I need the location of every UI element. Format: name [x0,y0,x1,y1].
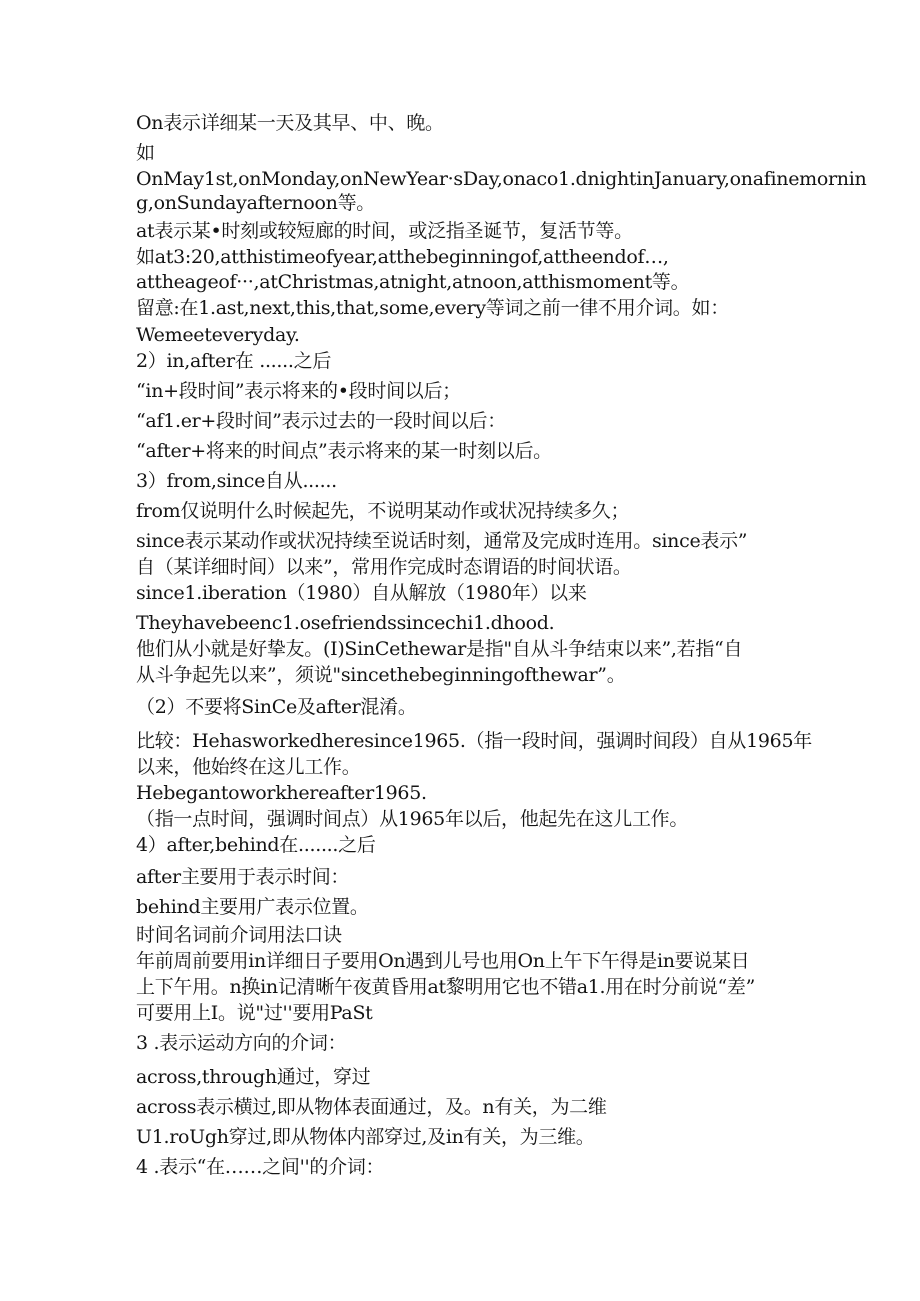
text-line: 年前周前要用in详细日子要用On遇到儿号也用On上午下午得是in要说某日 [136,950,750,972]
text-line: U1.roUgh穿过,即从物体内部穿过,及in有关，为三维。 [136,1126,595,1148]
text-line: 留意:在1.ast,next,this,that,some,every等词之前一律不用介词。如： [136,297,729,319]
text-line: 时间名词前介词用法口诀 [136,924,342,946]
text-line: 可要用上I。说"过''要用PaSt [136,1002,373,1024]
text-line: 自（某详细时间）以来”，常用作完成时态谓语的时间状语。 [136,556,632,578]
text-line: On表示详细某一天及其早、中、晚。 [136,112,444,134]
text-line: g,onSundayafternoon等。 [136,192,375,214]
text-line: Theyhavebeenc1.osefriendssincechi1.dhood. [136,612,555,634]
text-line: 上下午用。n换in记清晰午夜黄昏用at黎明用它也不错a1.用在时分前说“差” [136,976,755,998]
text-line: across表示横过,即从物体表面通过，及。n有关，为二维 [136,1096,607,1118]
text-line: “in+段时间”表示将来的•段时间以后； [136,380,461,402]
text-line: from仅说明什么时候起先，不说明某动作或状况持续多久； [136,500,630,522]
text-line: Wemeeteveryday. [136,324,300,346]
text-line: since表示某动作或状况持续至说话时刻，通常及完成时连用。since表示” [136,530,748,552]
text-line: 他们从小就是好挚友。(I)SinCethewar是指"自从斗争结束以来”,若指“自 [136,638,743,660]
text-line: after主要用于表示时间： [136,866,350,888]
text-line: Hebegantoworkhereafter1965. [136,782,427,804]
text-line: across,through通过，穿过 [136,1066,371,1088]
text-line: 3）from,since自从...... [136,470,337,492]
text-line: OnMay1st,onMonday,onNewYear·sDay,onaco1.dnightinJanuary,onafinemornin [136,168,867,190]
text-line: behind主要用广表示位置。 [136,896,369,918]
text-line: 如at3:20,atthistimeofyear,atthebeginningof,attheendof…, [136,246,669,268]
text-line: 以来，他始终在这儿工作。 [136,756,361,778]
text-line: 4 .表示“在……之间''的介词： [136,1156,385,1178]
text-line: （指一点时间，强调时间点）从1965年以后，他起先在这儿工作。 [136,808,689,830]
text-line: （2）不要将SinCe及after混淆。 [136,696,417,718]
text-line: 2）in,after在 ......之后 [136,350,332,372]
text-line: 3 .表示运动方向的介词： [136,1032,347,1054]
text-line: 4）after,behind在.......之后 [136,834,376,856]
text-line: attheageof···,atChristmas,atnight,atnoon,atthismoment等。 [136,271,690,293]
text-line: since1.iberation（1980）自从解放（1980年）以来 [136,582,587,604]
text-line: “af1.er+段时间”表示过去的一段时间以后： [136,410,506,432]
text-line: 从斗争起先以来”，须说"sincethebeginningofthewar”。 [136,664,626,686]
text-line: “after+将来的时间点”表示将来的某一时刻以后。 [136,440,552,462]
text-line: 如 [136,142,155,164]
text-line: at表示某•时刻或较短廊的时间，或泛指圣诞节，复活节等。 [136,220,633,242]
text-line: 比较：Hehasworkedheresince1965.（指一段时间，强调时间段）自从1965年 [136,730,812,752]
